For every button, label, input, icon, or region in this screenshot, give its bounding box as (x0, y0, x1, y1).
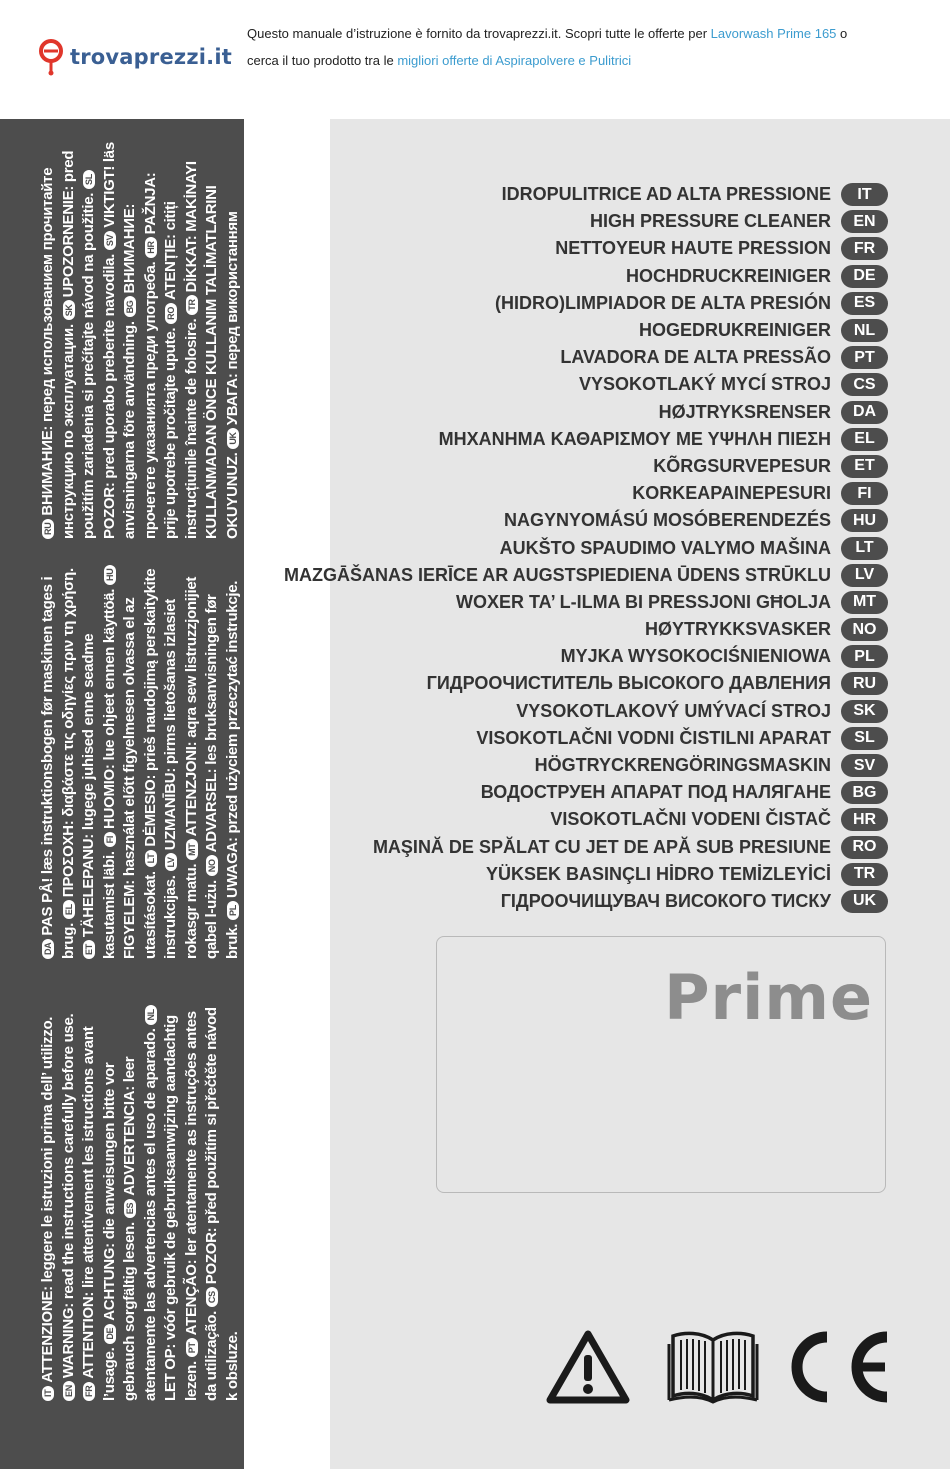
product-title-text: YÜKSEK BASINÇLI HİDRO TEMİZLEYİCİ (485, 863, 831, 884)
warning-language-tag: SL (83, 170, 95, 189)
warning-language-tag: ET (83, 940, 95, 959)
warning-text: POZOR: před použitím si přečtěte návod k obsluze. (203, 1007, 241, 1401)
warning-language-tag: RO (165, 303, 177, 324)
language-code-badge: DA (841, 401, 888, 424)
intro-text (247, 20, 897, 74)
warning-text: TÄHELEPANU: lugege juhised enne seadme kasutamist läbi. (80, 633, 118, 959)
warning-text: ATTENTION: lire attentivement les istructions avant l’usage. (80, 1026, 118, 1401)
intro-line2-text: cerca il tuo prodotto tra le (247, 53, 398, 68)
warning-language-tag: NO (206, 855, 218, 876)
warning-language-tag: CS (206, 1287, 218, 1307)
warning-language-tag: DA (42, 939, 54, 959)
warning-language-tag: ES (124, 1199, 136, 1218)
language-code-badge: EN (841, 210, 888, 233)
multilingual-warning-panel (0, 119, 261, 1469)
product-title-row (284, 317, 888, 344)
product-title-list (284, 181, 888, 915)
warning-language-tag: MT (186, 839, 198, 859)
product-title-row (284, 806, 888, 833)
warning-language-tag: SK (63, 300, 75, 320)
product-title-row (284, 235, 888, 262)
product-title-row (284, 643, 888, 670)
warning-language-tag: LT (145, 850, 157, 868)
intro-line1-suffix: o (836, 26, 848, 41)
language-code-badge: FI (841, 482, 888, 505)
product-title-row (284, 834, 888, 861)
warning-language-tag: LV (165, 853, 177, 871)
product-title-row (284, 616, 888, 643)
product-title-text: VYSOKOTLAKÝ MYCÍ STROJ (578, 374, 831, 395)
warning-triangle-icon (545, 1329, 631, 1405)
language-code-badge: TR (841, 863, 888, 886)
product-title-text: ΜΗΧΑΝΗΜΑ ΚΑΘΑΡΙΣΜΟΥ ΜΕ ΥΨΗΛΗ ΠΙΕΣΗ (438, 428, 831, 449)
product-title-text: ГІДРООЧИЩУВАЧ ВИСОКОГО ТИСКУ (500, 890, 831, 911)
warning-language-tag: FR (83, 1382, 95, 1401)
language-code-badge: ET (841, 455, 888, 478)
warning-text: PAŽNJA: prije upotrebe pročitajte upute. (141, 172, 179, 539)
language-code-badge: NL (841, 319, 888, 342)
warning-text: UZMANĪBU: pirms lietošanas izlasiet rokasgr matu. (162, 599, 200, 959)
warning-text: POZOR: pred uporabo preberite navodila. (100, 253, 118, 539)
product-title-row (284, 534, 888, 561)
rotated-warning-block (0, 119, 261, 1419)
language-code-badge: RU (841, 672, 888, 695)
manual-book-icon (667, 1330, 759, 1404)
warning-language-tag: DE (104, 1324, 116, 1344)
product-title-row (284, 779, 888, 806)
language-code-badge: SL (841, 727, 888, 750)
language-code-badge: LT (841, 537, 888, 560)
product-title-row (284, 371, 888, 398)
product-title-row (284, 208, 888, 235)
warning-text: УВАГА: перед використанням прочитайте інструкцію з експлуатації. (223, 211, 261, 539)
warning-text: DİKKAT: MAKİNAYI KULLANMADAN ÖNCE KULLANIM TALİMATLARINI OKUYUNUZ. (182, 161, 241, 539)
language-code-badge: PL (841, 645, 888, 668)
product-title-text: HIGH PRESSURE CLEANER (589, 211, 831, 232)
language-code-badge: UK (841, 890, 888, 913)
product-title-row (284, 480, 888, 507)
language-code-badge: SV (841, 754, 888, 777)
symbol-row (545, 1329, 893, 1405)
warning-language-tag: HU (104, 565, 116, 585)
language-code-badge: CS (841, 373, 888, 396)
warning-language-tag: EN (63, 1381, 75, 1401)
language-code-badge: NO (841, 618, 888, 641)
product-title-text: HOCHDRUCKREINIGER (625, 265, 831, 286)
language-code-badge: MT (841, 591, 888, 614)
warning-language-tag: HR (145, 237, 157, 257)
warning-text: ATENÇÃO: ler atentamente as instruções antes da utilização. (182, 1011, 220, 1401)
language-code-badge: SK (841, 700, 888, 723)
warning-text: HUOMIO: lue ohjeet ennen käyttöä. (100, 588, 118, 829)
product-offers-link[interactable]: Lavorwash Prime 165 (710, 26, 837, 41)
warning-language-tag: SV (104, 231, 116, 250)
product-title-row (284, 888, 888, 915)
warning-column-1 (38, 1001, 243, 1401)
warning-text: DĖMESIO: prieš naudojimą perskaitykite instrukcijas. (141, 568, 179, 959)
product-title-text: WOXER TA’ L-ILMA BI PRESSJONI GĦOLJA (455, 591, 831, 612)
language-code-badge: DE (841, 265, 888, 288)
warning-text: WARNING: read the instructions carefully before use. (59, 1013, 77, 1379)
product-title-row (284, 670, 888, 697)
product-title-text: HØJTRYKSRENSER (658, 401, 831, 422)
warning-column-3 (38, 139, 264, 539)
warning-language-tag: EL (63, 900, 75, 919)
language-code-badge: BG (841, 781, 888, 804)
product-title-text: IDROPULITRICE AD ALTA PRESSIONE (501, 184, 831, 205)
cover-panel (283, 119, 950, 1469)
warning-text: ATENȚIE: citiți instrucțiunile înainte de folosire. (162, 201, 200, 539)
product-title-text: MYJKA WYSOKOCIŚNIENIOWA (560, 646, 831, 667)
intro-line1-text: Questo manuale d’istruzione è fornito da trovaprezzi.it. Scopri tutte le offerte per (247, 26, 711, 41)
language-code-badge: HR (841, 808, 888, 831)
product-title-row (284, 507, 888, 534)
product-title-text: HOGEDRUKREINIGER (638, 320, 831, 341)
product-title-row (284, 589, 888, 616)
category-offers-link[interactable]: migliori offerte di Aspirapolvere e Pulitrici (397, 53, 632, 68)
language-code-badge: RO (841, 836, 888, 859)
warning-text: ВНИМАНИЕ: перед использованием прочитайте инструкцию по эксплуатации. (39, 167, 77, 539)
product-title-text: (HIDRO)LIMPIADOR DE ALTA PRESIÓN (495, 292, 831, 313)
product-title-text: NAGYNYOMÁSÚ MOSÓBERENDEZÉS (503, 510, 831, 531)
warning-language-tag: FI (104, 832, 116, 847)
ce-mark-icon (787, 1329, 893, 1405)
warning-language-tag: PT (186, 1338, 198, 1357)
product-title-row (284, 562, 888, 589)
product-title-text: AUKŠTO SPAUDIMO VALYMO MAŠINA (499, 537, 831, 558)
warning-text: ВНИМАНИЕ: прочетете указанията преди употреба. (121, 203, 159, 539)
product-title-row (284, 698, 888, 725)
warning-text: ATTENZIONE: leggere le istruzioni prima dell’ utilizzo. (39, 1016, 56, 1383)
product-title-text: KÕRGSURVEPESUR (653, 455, 831, 476)
product-title-text: ГИДРООЧИСТИТЕЛЬ ВЫСОКОГО ДАВЛЕНИЯ (426, 673, 831, 694)
warning-text: ADVERTENCIA: leer atentamente las advertencias antes el uso de aparado. (121, 1028, 159, 1401)
product-name-box (436, 936, 886, 1193)
warning-language-tag: BG (124, 297, 136, 318)
warning-column-2 (38, 559, 243, 959)
warning-language-tag: UK (227, 428, 239, 448)
warning-language-tag: TR (186, 295, 198, 314)
language-code-badge: FR (841, 237, 888, 260)
warning-text: LET OP: vóór gebruik de gebruiksaanwijzing aandachtig lezen. (162, 1015, 200, 1401)
product-title-text: KORKEAPAINEPESURI (632, 483, 831, 504)
trovaprezzi-logo[interactable] (38, 38, 232, 76)
warning-language-tag: IT (42, 1386, 54, 1401)
product-title-row (284, 290, 888, 317)
product-title-row (284, 861, 888, 888)
product-title-text: MAŞINĂ DE SPĂLAT CU JET DE APĂ SUB PRESIUNE (372, 836, 831, 857)
warning-text: ATTENZJONI: aqra sew listruzzjonijiet qabel l-użu. (182, 576, 220, 959)
product-title-text: NETTOYEUR HAUTE PRESSION (555, 238, 831, 259)
warning-language-tag: RU (42, 519, 54, 539)
warning-text: ACHTUNG: die anweisungen bitte vor gebrauch sorgfältig lesen. (100, 1062, 138, 1401)
product-title-text: HØYTRYKKSVASKER (644, 619, 831, 640)
product-title-text: VISOKOTLAČNI VODNI ČISTILNI APARAT (476, 727, 831, 748)
product-title-row (284, 426, 888, 453)
product-title-text: VISOKOTLAČNI VODENI ČISTAČ (550, 809, 831, 830)
language-code-badge: HU (841, 509, 888, 532)
page-header (0, 0, 950, 118)
warning-text: ADVARSEL: les bruksanvisningen før bruk. (203, 594, 241, 959)
warning-text: PAS PÅ! læs instruktionsbogen før maskinen tages i brug. (39, 576, 77, 959)
product-title-row (284, 181, 888, 208)
language-code-badge: ES (841, 292, 888, 315)
product-title-text: HÖGTRYCKRENGÖRINGSMASKIN (534, 755, 831, 776)
product-title-row (284, 344, 888, 371)
language-code-badge: LV (841, 564, 888, 587)
warning-text: VIKTIGT! läs anvisningarna före användning. (100, 142, 138, 539)
logo-text: trovaprezzi.it (70, 45, 232, 69)
warning-text: ΠΡΟΣΟΧΗ: διαβάστε τις οδηγίες πριν τη χρήση. (59, 568, 77, 898)
warning-text: UWAGA: przed użyciem przeczytać instrukcje. (223, 580, 241, 899)
language-code-badge: EL (841, 428, 888, 451)
warning-text: FIGYELEM: használat előtt figyelmesen olvassa el az utasításokat. (121, 597, 159, 959)
product-title-text: MAZGĀŠANAS IERĪCE AR AUGSTSPIEDIENA ŪDENS STRŪKLU (283, 564, 831, 585)
product-title-text: VYSOKOTLAKOVÝ UMÝVACÍ STROJ (516, 700, 831, 721)
product-title-row (284, 453, 888, 480)
product-title-text: ВОДОСТРУЕН АПАРАТ ПОД НАЛЯГАНЕ (480, 782, 831, 803)
warning-language-tag: PL (227, 901, 239, 920)
product-name: Prime (664, 961, 873, 1034)
product-title-row (284, 263, 888, 290)
product-title-row (284, 752, 888, 779)
warning-text: UPOZORNENIE: pred použitím zariadenia si prečítajte návod na použitie. (59, 150, 97, 539)
language-code-badge: PT (841, 346, 888, 369)
warning-language-tag: NL (145, 1005, 157, 1024)
language-code-badge: IT (841, 183, 888, 206)
product-title-text: LAVADORA DE ALTA PRESSÃO (560, 347, 831, 368)
product-title-row (284, 725, 888, 752)
logo-price-tag-icon (38, 38, 64, 76)
product-title-row (284, 399, 888, 426)
